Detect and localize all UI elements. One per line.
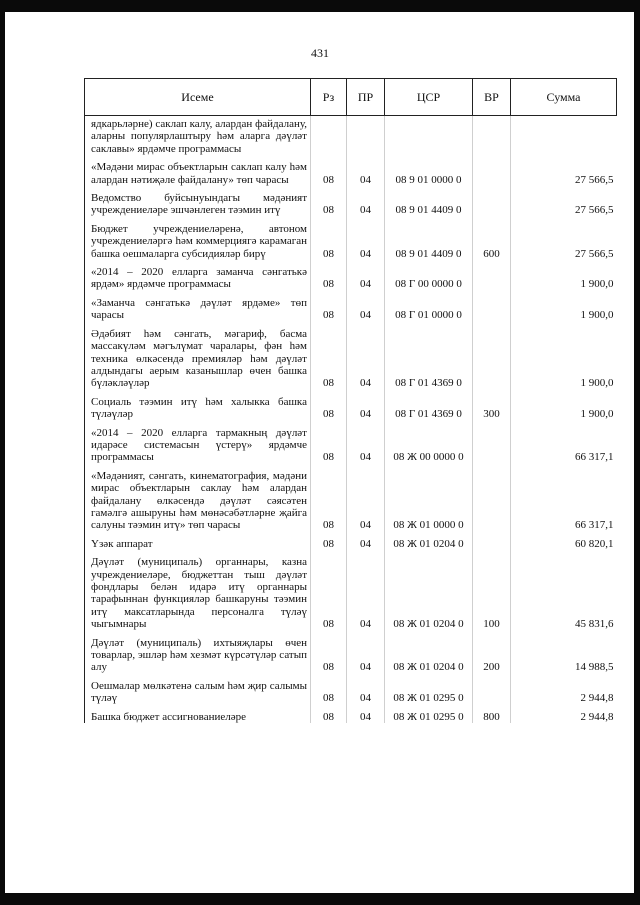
cell-pr: 04 [347, 631, 385, 674]
cell-csr: 08 9 01 0000 0 [385, 155, 473, 186]
cell-sum: 66 317,1 [511, 464, 617, 532]
cell-vr [473, 322, 511, 390]
table-row [85, 550, 617, 630]
cell-name: Дәүләт (муниципаль) органнары, казна учреждениеләре, бюджеттан тыш дәүләт фондлары белән идарә итү органнары тарафыннан функцияләр башкаруны тәэмин итү максатларында персоналга түләү чыгымнары [85, 550, 311, 630]
cell-rz: 08 [311, 532, 347, 550]
cell-pr: 04 [347, 217, 385, 260]
cell-name: «Заманча сәнгатькә дәүләт ярдәме» төп чарасы [85, 291, 311, 322]
cell-vr: 300 [473, 390, 511, 421]
table-row [85, 705, 617, 723]
cell-vr [473, 464, 511, 532]
cell-pr: 04 [347, 532, 385, 550]
cell-csr: 08 Ж 01 0204 0 [385, 532, 473, 550]
table-row [85, 631, 617, 674]
cell-pr: 04 [347, 464, 385, 532]
cell-pr: 04 [347, 421, 385, 464]
cell-pr: 04 [347, 155, 385, 186]
scan-top-edge [0, 0, 640, 12]
cell-sum: 27 566,5 [511, 186, 617, 217]
cell-name: Бюджет учреждениеләренә, автоном учреждениеләргә һәм коммерциягә карамаган башка оешмаларга субсидияләр бирү [85, 217, 311, 260]
cell-name: Әдәбият һәм сәнгать, мәгариф, басма массакүләм мәгълүмат чаралары, фән һәм техника өлкәсендә премияләр һәм дәүләт алдындагы аерым казанышлар өчен башка бүләкләүләр [85, 322, 311, 390]
cell-sum: 1 900,0 [511, 390, 617, 421]
cell-pr: 04 [347, 322, 385, 390]
cell-pr: 04 [347, 186, 385, 217]
header-vr: ВР [473, 79, 511, 116]
cell-sum: 60 820,1 [511, 532, 617, 550]
cell-csr: 08 Ж 01 0204 0 [385, 631, 473, 674]
table-row [85, 260, 617, 291]
cell-rz: 08 [311, 322, 347, 390]
cell-pr [347, 116, 385, 156]
cell-sum: 1 900,0 [511, 322, 617, 390]
cell-rz: 08 [311, 186, 347, 217]
cell-name: «2014 – 2020 елларга заманча сәнгатькә ярдәм» ярдәмче программасы [85, 260, 311, 291]
cell-pr: 04 [347, 550, 385, 630]
cell-csr: 08 9 01 4409 0 [385, 186, 473, 217]
budget-table [84, 78, 617, 723]
page-number: 431 [311, 46, 329, 60]
table-row [85, 116, 617, 156]
cell-pr: 04 [347, 260, 385, 291]
header-pr: ПР [347, 79, 385, 116]
cell-name: Үзәк аппарат [85, 532, 311, 550]
cell-vr [473, 674, 511, 705]
table-row [85, 464, 617, 532]
scan-bottom-edge [0, 893, 640, 905]
cell-sum: 27 566,5 [511, 155, 617, 186]
table-row [85, 532, 617, 550]
cell-pr: 04 [347, 291, 385, 322]
cell-csr [385, 116, 473, 156]
cell-sum: 1 900,0 [511, 291, 617, 322]
header-name: Исеме [85, 79, 311, 116]
header-rz: Рз [311, 79, 347, 116]
cell-sum: 27 566,5 [511, 217, 617, 260]
cell-csr: 08 Ж 01 0295 0 [385, 674, 473, 705]
cell-name: Ведомство буйсынуындагы мәдәният учреждениеләре эшчәнлеген тәэмин итү [85, 186, 311, 217]
cell-vr [473, 421, 511, 464]
cell-csr: 08 Ж 01 0000 0 [385, 464, 473, 532]
table-row [85, 322, 617, 390]
cell-csr: 08 Ж 01 0204 0 [385, 550, 473, 630]
table-row [85, 421, 617, 464]
cell-vr [473, 155, 511, 186]
cell-sum: 14 988,5 [511, 631, 617, 674]
cell-name: Социаль тәэмин итү һәм халыкка башка түләүләр [85, 390, 311, 421]
cell-sum: 2 944,8 [511, 674, 617, 705]
cell-csr: 08 Ж 00 0000 0 [385, 421, 473, 464]
cell-vr [473, 260, 511, 291]
cell-csr: 08 Г 00 0000 0 [385, 260, 473, 291]
cell-pr: 04 [347, 390, 385, 421]
cell-pr: 04 [347, 674, 385, 705]
cell-name: Башка бюджет ассигнованиеләре [85, 705, 311, 723]
cell-name: «2014 – 2020 елларга тармакның дәүләт идарәсе системасын үстерү» ярдәмче программасы [85, 421, 311, 464]
cell-sum: 1 900,0 [511, 260, 617, 291]
cell-name: ядкарьләрне) саклап калу, алардан файдалану, аларны популярлаштыру һәм аларга дәүләт саклавы» ярдәмче программасы [85, 116, 311, 156]
table-row [85, 186, 617, 217]
cell-csr: 08 Ж 01 0295 0 [385, 705, 473, 723]
header-csr: ЦСР [385, 79, 473, 116]
cell-sum: 2 944,8 [511, 705, 617, 723]
cell-csr: 08 Г 01 4369 0 [385, 390, 473, 421]
table-row [85, 155, 617, 186]
cell-rz [311, 116, 347, 156]
header-sum: Сумма [511, 79, 617, 116]
cell-vr [473, 116, 511, 156]
cell-sum: 66 317,1 [511, 421, 617, 464]
cell-rz: 08 [311, 421, 347, 464]
table-row [85, 674, 617, 705]
table-row [85, 390, 617, 421]
cell-vr [473, 291, 511, 322]
cell-rz: 08 [311, 217, 347, 260]
scan-right-edge [634, 0, 640, 905]
cell-name: «Мәдәният, сәнгать, кинематография, мәдәни мирас объектларын саклау һәм алардан файдалану өлкәсендә дәүләт сәясәтен гамәлгә ашыруны һәм мөнәсәбәтләрне җайга салуны тәэмин итү» төп чарасы [85, 464, 311, 532]
cell-sum: 45 831,6 [511, 550, 617, 630]
cell-csr: 08 9 01 4409 0 [385, 217, 473, 260]
table-row [85, 217, 617, 260]
cell-rz: 08 [311, 705, 347, 723]
cell-vr: 600 [473, 217, 511, 260]
cell-rz: 08 [311, 550, 347, 630]
cell-rz: 08 [311, 674, 347, 705]
cell-csr: 08 Г 01 0000 0 [385, 291, 473, 322]
cell-vr [473, 186, 511, 217]
cell-csr: 08 Г 01 4369 0 [385, 322, 473, 390]
cell-rz: 08 [311, 260, 347, 291]
scan-left-edge [0, 0, 5, 905]
cell-vr: 800 [473, 705, 511, 723]
cell-vr [473, 532, 511, 550]
cell-pr: 04 [347, 705, 385, 723]
cell-vr: 100 [473, 550, 511, 630]
cell-rz: 08 [311, 464, 347, 532]
cell-name: Дәүләт (муниципаль) ихтыяҗлары өчен товарлар, эшләр һәм хезмәт күрсәтүләр сатып алу [85, 631, 311, 674]
cell-sum [511, 116, 617, 156]
cell-name: «Мәдәни мирас объектларын саклап калу һәм алардан нәтиҗәле файдалану» төп чарасы [85, 155, 311, 186]
cell-rz: 08 [311, 155, 347, 186]
table-row [85, 291, 617, 322]
cell-rz: 08 [311, 390, 347, 421]
cell-rz: 08 [311, 631, 347, 674]
cell-rz: 08 [311, 291, 347, 322]
cell-vr: 200 [473, 631, 511, 674]
cell-name: Оешмалар мөлкәтенә салым һәм җир салымы түләү [85, 674, 311, 705]
table-header-row [85, 79, 617, 116]
